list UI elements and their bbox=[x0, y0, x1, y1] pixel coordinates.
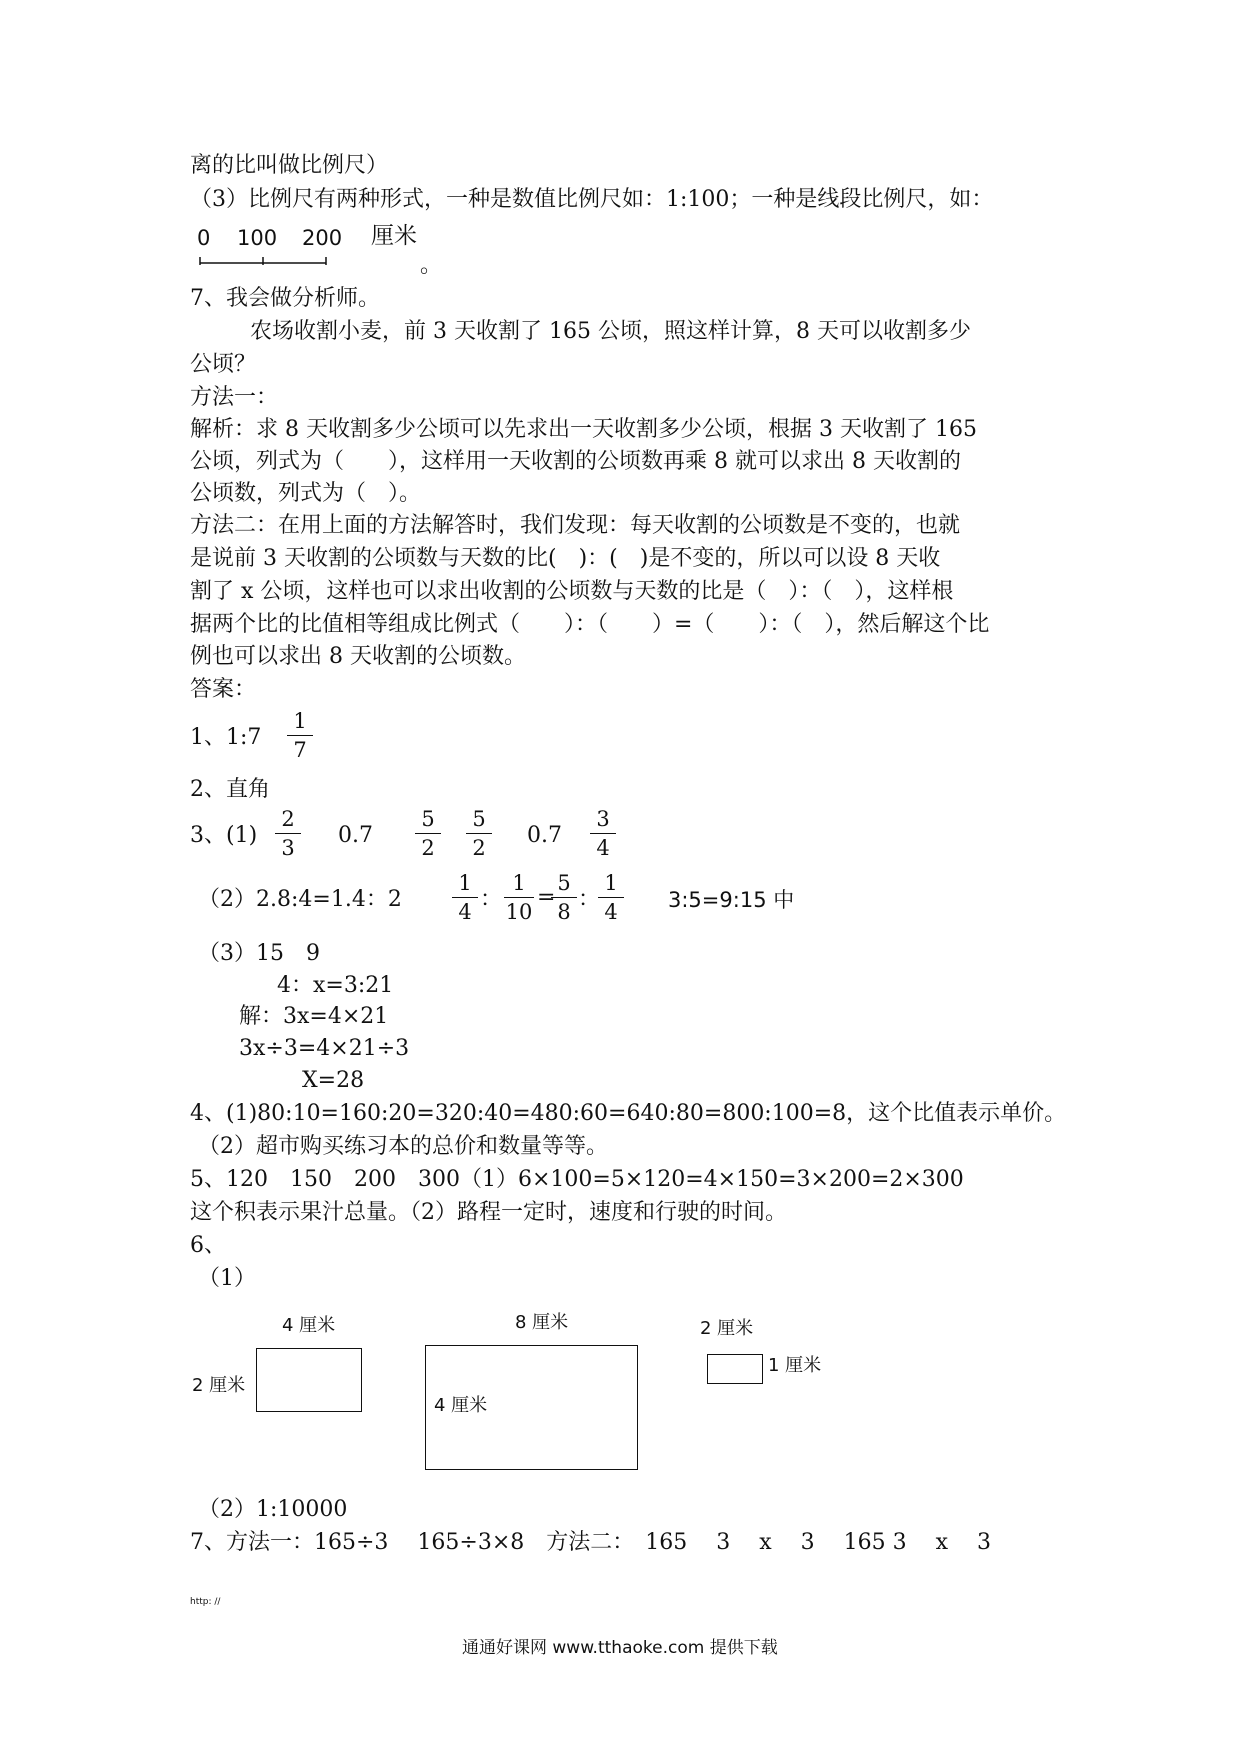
answer-7: 7、方法一：165÷3 165÷3×8 方法二： 165 3 x 3 165 3 x 3 bbox=[190, 1530, 992, 1555]
scale-unit: 厘米 bbox=[371, 223, 417, 249]
rect-3-height-label: 1 厘米 bbox=[768, 1355, 822, 1376]
fraction: $\frac{1}{4}$ bbox=[598, 872, 624, 923]
equals-sign: = bbox=[537, 885, 556, 910]
text-line: （3）比例尺有两种形式，一种是数值比例尺如：1:100；一种是线段比例尺，如： bbox=[190, 187, 994, 212]
answer-3-part-2: （2）2.8:4=1.4：2 bbox=[198, 887, 402, 912]
text-line: 例也可以求出 8 天收割的公顷数。 bbox=[190, 644, 526, 669]
text-line: 解析：求 8 天收割多少公顷可以先求出一天收割多少公顷，根据 3 天收割了 165 bbox=[190, 417, 977, 442]
solution-step: 4：x=3:21 bbox=[277, 973, 394, 998]
rect-3-width-label: 2 厘米 bbox=[700, 1318, 754, 1339]
rectangle-3 bbox=[707, 1354, 763, 1384]
text-line: 公顷？ bbox=[190, 352, 257, 377]
fraction: $\frac{3}{4}$ bbox=[590, 808, 616, 859]
answer-value: 0.7 bbox=[338, 823, 373, 848]
fraction: $\frac{5}{2}$ bbox=[415, 808, 441, 859]
rect-1-width-label: 4 厘米 bbox=[282, 1315, 336, 1336]
text-line: 是说前 3 天收割的公顷数与天数的比( )：( )是不变的，所以可以设 8 天收 bbox=[190, 546, 941, 571]
answer-5: 5、120 150 200 300（1）6×100=5×120=4×150=3×200=2×300 bbox=[190, 1167, 964, 1192]
ratio-colon: ： bbox=[578, 887, 601, 912]
answer-value: 3:5=9:15 中 bbox=[668, 888, 795, 912]
text-line: 离的比叫做比例尺） bbox=[190, 153, 389, 178]
ratio-colon: ： bbox=[480, 887, 503, 912]
answers-heading: 答案： bbox=[190, 677, 257, 702]
fraction: $\frac{1}{4}$ bbox=[452, 872, 478, 923]
solution-step: 3x÷3=4×21÷3 bbox=[239, 1036, 410, 1061]
text-line: 方法一： bbox=[190, 385, 279, 410]
answer-6-part-2: （2）1:10000 bbox=[198, 1497, 348, 1522]
fraction: $\frac{1}{7}$ bbox=[287, 710, 313, 761]
answer-4-part-2: （2）超市购买练习本的总价和数量等等。 bbox=[198, 1134, 608, 1159]
text-line: 公顷，列式为（ ），这样用一天收割的公顷数再乘 8 就可以求出 8 天收割的 bbox=[190, 449, 961, 474]
solution-step: 解：3x=4×21 bbox=[239, 1004, 389, 1029]
rectangle-1 bbox=[256, 1348, 362, 1412]
footer-text: 通通好课网 www.tthaoke.com 提供下载 bbox=[462, 1638, 778, 1658]
scale-label: 200 bbox=[302, 226, 343, 250]
text-line: 割了 x 公顷，这样也可以求出收割的公顷数与天数的比是（ ）：（ ），这样根 bbox=[190, 579, 954, 604]
scale-label: 0 bbox=[197, 226, 211, 250]
answer-1: 1、1:7 bbox=[190, 725, 262, 750]
text-line: 公顷数，列式为（ ）。 bbox=[190, 481, 422, 506]
answer-4: 4、(1)80:10=160:20=320:40=480:60=640:80=800:100=8，这个比值表示单价。 bbox=[190, 1101, 1067, 1126]
answer-3-part-1: 3、(1) bbox=[190, 823, 258, 848]
fraction: $\frac{5}{8}$ bbox=[551, 872, 577, 923]
answer-6: 6、 bbox=[190, 1233, 226, 1258]
fraction: $\frac{1}{10}$ bbox=[505, 871, 533, 924]
http-text: http: // bbox=[190, 1597, 221, 1607]
scale-label: 100 bbox=[237, 226, 278, 250]
rect-2-width-label: 8 厘米 bbox=[515, 1312, 569, 1333]
scale-bar bbox=[198, 255, 330, 269]
fraction: $\frac{5}{2}$ bbox=[466, 808, 492, 859]
question-title: 7、我会做分析师。 bbox=[190, 286, 380, 311]
answer-5-part-2: 这个积表示果汁总量。（2）路程一定时，速度和行驶的时间。 bbox=[190, 1200, 787, 1225]
answer-2: 2、直角 bbox=[190, 777, 270, 802]
answer-value: 0.7 bbox=[527, 823, 562, 848]
rect-1-height-label: 2 厘米 bbox=[192, 1375, 246, 1396]
fraction: $\frac{2}{3}$ bbox=[275, 808, 301, 859]
text-period: 。 bbox=[420, 253, 443, 278]
rect-2-height-label: 4 厘米 bbox=[434, 1395, 488, 1416]
text-line: 方法二：在用上面的方法解答时，我们发现：每天收割的公顷数是不变的，也就 bbox=[190, 513, 961, 538]
answer-6-part-1: （1） bbox=[198, 1266, 256, 1291]
answer-3-part-3: （3）15 9 bbox=[198, 941, 320, 966]
text-line: 据两个比的比值相等组成比例式（ ）：（ ）=（ ）：（ ），然后解这个比 bbox=[190, 612, 990, 637]
solution-step: X=28 bbox=[302, 1068, 365, 1093]
text-line: 农场收割小麦，前 3 天收割了 165 公顷，照这样计算，8 天可以收割多少 bbox=[250, 319, 971, 344]
